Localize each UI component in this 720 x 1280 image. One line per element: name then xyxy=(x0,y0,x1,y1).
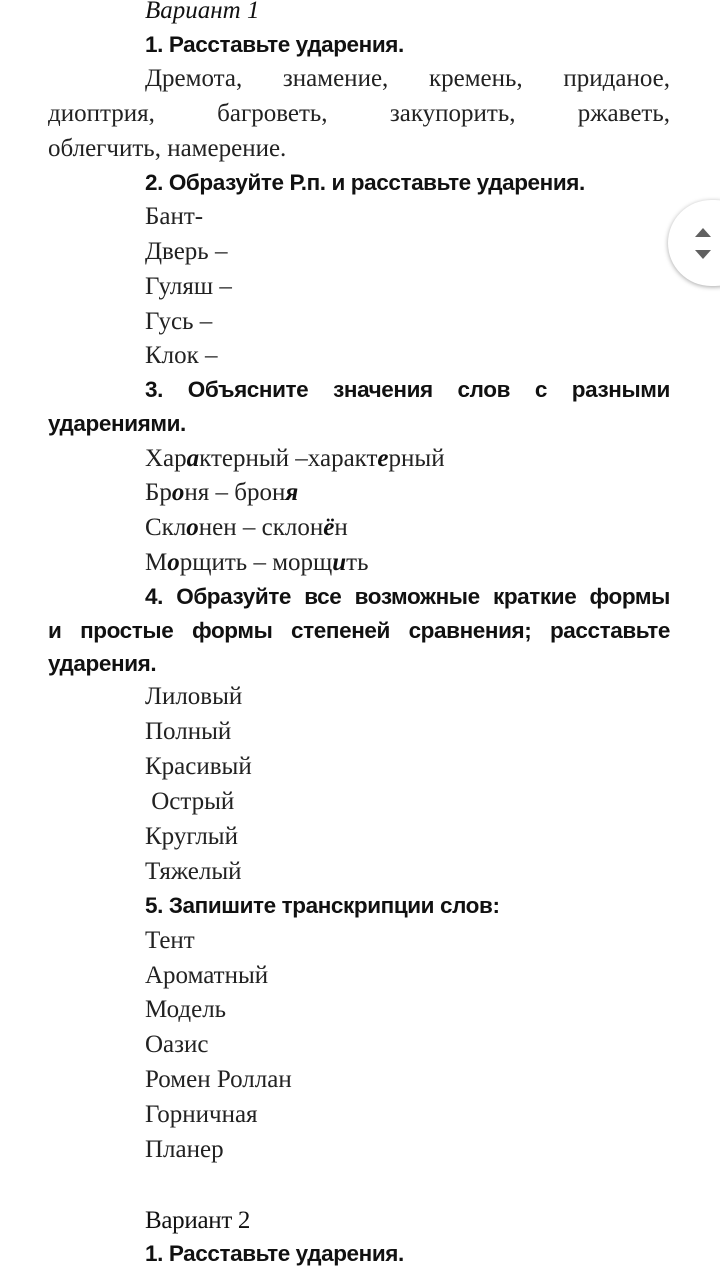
stress-pair xyxy=(145,511,348,546)
chevron-down-icon[interactable] xyxy=(695,250,711,259)
pair-text: Хар xyxy=(145,445,187,472)
task-4-item: Круглый xyxy=(145,823,238,850)
pair-text: М xyxy=(145,549,168,576)
pair-text: рный xyxy=(388,445,445,472)
stressed-letter: я xyxy=(285,479,299,506)
pair-text: ктерный –характ xyxy=(199,445,378,472)
chevron-up-icon[interactable] xyxy=(695,228,711,237)
task-2-heading: 2. Образуйте Р.п. и расставьте ударения. xyxy=(145,170,585,195)
task-4-item: Полный xyxy=(145,718,232,745)
task-4-item: Острый xyxy=(145,788,235,815)
task-4-heading-line-1: 4. Образуйте все возможные краткие формы xyxy=(145,584,670,609)
task-4-item: Тяжелый xyxy=(145,858,242,885)
stressed-letter: о xyxy=(171,479,185,506)
stress-pair xyxy=(145,546,369,581)
task-5-item: Тент xyxy=(145,927,195,954)
task-2-item: Гусь – xyxy=(145,308,213,335)
task-5-item: Оазис xyxy=(145,1031,209,1058)
task-4-item: Красивый xyxy=(145,753,252,780)
task-5-heading: 5. Запишите транскрипции слов: xyxy=(145,893,500,918)
task-5-item: Ароматный xyxy=(145,962,269,989)
stress-pair xyxy=(145,442,445,477)
stressed-letter: е xyxy=(377,445,389,472)
task-1-words-line-2: диоптрия, багроветь, закупорить, ржаветь, xyxy=(48,100,670,127)
task-4-heading-line-2: и простые формы степеней сравнения; расставьте xyxy=(48,618,670,643)
task-5-item: Модель xyxy=(145,996,227,1023)
task-5-item: Ромен Роллан xyxy=(145,1066,292,1093)
task-1-words-line-3: облегчить, намерение. xyxy=(48,135,287,162)
task-2-item: Клок – xyxy=(145,342,218,369)
task-2-item: Гуляш – xyxy=(145,273,232,300)
variant-2-title: Вариант 2 xyxy=(145,1207,251,1234)
task-1-words-line-1: Дремота, знамение, кремень, приданое, xyxy=(145,65,670,92)
pair-text: Бр xyxy=(145,479,172,506)
task-3-heading-line-1: 3. Объясните значения слов с разными xyxy=(145,377,670,402)
task-4-heading-line-3: ударения. xyxy=(48,651,157,676)
stressed-letter: о xyxy=(167,549,180,576)
variant-1-title: Вариант 1 xyxy=(145,0,260,24)
variant-2-task-1-heading: 1. Расставьте ударения. xyxy=(145,1241,404,1266)
pair-text: ня – брон xyxy=(184,479,286,506)
stressed-letter: о xyxy=(186,514,199,541)
pair-text: ть xyxy=(346,549,369,576)
stressed-letter: а xyxy=(186,445,200,472)
task-2-item: Бант- xyxy=(145,203,204,230)
pair-text: нен – склон xyxy=(198,514,324,541)
task-1-heading: 1. Расставьте ударения. xyxy=(145,32,404,57)
scroll-handle[interactable] xyxy=(668,200,720,286)
stress-pair xyxy=(145,476,298,511)
task-4-item: Лиловый xyxy=(145,683,243,710)
task-3-heading-line-2: ударениями. xyxy=(48,411,186,436)
stressed-letter: и xyxy=(332,549,347,576)
stressed-letter: ё xyxy=(323,514,335,541)
task-5-item: Планер xyxy=(145,1136,224,1163)
pair-text: Скл xyxy=(145,514,187,541)
task-5-item: Горничная xyxy=(145,1101,258,1128)
pair-text: рщить – морщ xyxy=(179,549,333,576)
pair-text: н xyxy=(334,514,348,541)
task-2-item: Дверь – xyxy=(145,238,228,265)
